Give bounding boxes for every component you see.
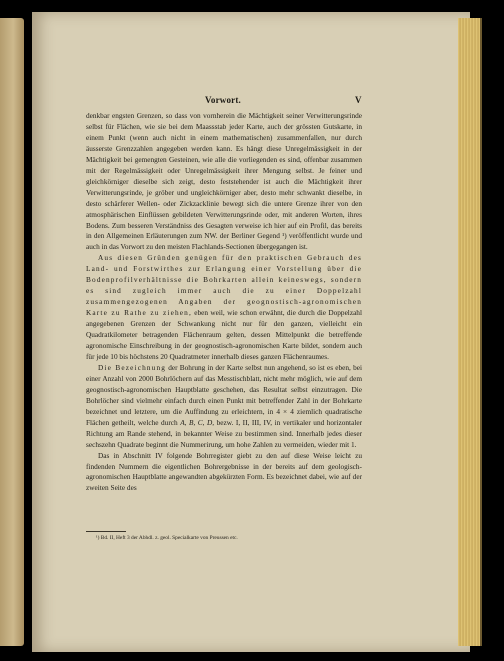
paragraph-2 [86,253,362,363]
footnote-rule [86,531,126,532]
page-edges [458,18,482,646]
spaced-text: Aus diesen Gründen genügen für den praktischen Gebrauch des Land- und Forstwirthes zur Erlangung einer Vorstellung über die Bodenprofilverhältnisse die Bohrkarten allein keineswegs, sondern es sind zugleich immer auch die zu einer Doppelzahl zusammengezogenen Angaben der geognostisch-agronomischen Karte zu Rathe zu ziehen, [86,253,362,318]
spaced-text: Die Bezeichnung [98,362,167,372]
paragraph-3 [86,363,362,451]
paragraph-1: denkbar engsten Grenzen, so dass von vornherein die Mächtigkeit seiner Verwitterungsrinde selbst für Flächen, wie sie bei dem Maassstab jeder Karte, auch der grössten Gutskarte, in einem Punkt (wenn auch nicht in einem mathematischen) zusammenfallen, nur durch äusserste Grenzzahlen angegeben werden kann. Es hängt diese Unregelmässigkeit in der Mächtigkeit bei gemengten Gesteinen, wie alle die vorliegenden es sind, offenbar zusammen mit der Regelmässigkeit oder Unregelmässigkeit ihrer Mengung selbst. Je feiner und gleichkörniger dieselbe sich zeigt, desto feststehender ist auch die Mächtigkeit ihrer Verwitterungsrinde, je gröber und ungleichkörniger aber, desto mehr schwankt dieselbe, in desto schärferer Wellen- oder Zickzacklinie bewegt sich die untere Grenze ihrer von den atmosphärischen Einflüssen gebildeten Verwitterungsrinde oder, mit anderen Worten, ihres Bodens. Zum besseren Verständniss des Gesagten verweise ich hier auf ein Profil, das bereits in den Allgemeinen Erläuterungen zum NW. der Berliner Gegend ¹) veröffentlicht wurde und auch in das Vorwort zu den meisten Flachlands-Sectionen übergegangen ist. [86,111,362,252]
paragraph-3-part-a: der Bohrung in der Karte selbst nun angehend, so ist es eben, bei einer Anzahl von 2000 Bohrlöchern auf das Messtischblatt, nicht mehr möglich, wie auf dem geognostisch-agronomischen Hauptblatte geschehen, das Resultat selbst einzutragen. Die Bohrlöcher sind vielmehr einfach durch einen Punkt mit betreffender Zahl in der Bohrkarte bezeichnet und letztere, um die Auffindung zu erleichtern, in 4 × 4 ziemlich quadratische Flächen getheilt, welche durch [86,362,362,427]
paragraph-2-rest: eben weil, wie schon erwähnt, die durch die Doppelzahl angegebenen Grenzen der Schwankung nicht nur für den ganzen, vielleicht ein Quadratkilometer betragenden Flächenraum gelten, dessen Mittelpunkt die betreffende agronomische Einschreibung in der geognostisch-agronomischen Karte bildet, sondern auch für jede 10 bis höchstens 20 Quadratmeter innerhalb dieses ganzen Flächenraumes. [86,308,362,361]
left-page-edge [0,18,24,646]
paragraph-4: Das in Abschnitt IV folgende Bohrregister giebt zu den auf diese Weise leicht zu findenden Nummern die eigentlichen Bohrergebnisse in der bereits auf dem geologisch-agronomischen Hauptblatte angewandten abgekürzten Form. Es bezeichnet dabei, wie auf der zweiten Seite des [86,450,362,493]
running-head: Vorwort. [205,95,242,105]
body-text [86,111,362,494]
page-number: V [355,95,362,105]
paragraph-3-part-b: bezw. I, II, III, IV, in vertikaler und horizontaler Richtung am Rande stehend, in bekannter Weise zu bestimmen sind. Innerhalb jedes dieser sechszehn Quadrate beginnt die Nummerirung, um hohe Zahlen zu vermeiden, wieder mit 1. [86,417,363,449]
italic-letters: A, B, C, D, [180,417,215,427]
footnote: ¹) Bd. II, Heft 3 der Abhdl. z. geol. Specialkarte von Preussen etc. [96,535,238,541]
